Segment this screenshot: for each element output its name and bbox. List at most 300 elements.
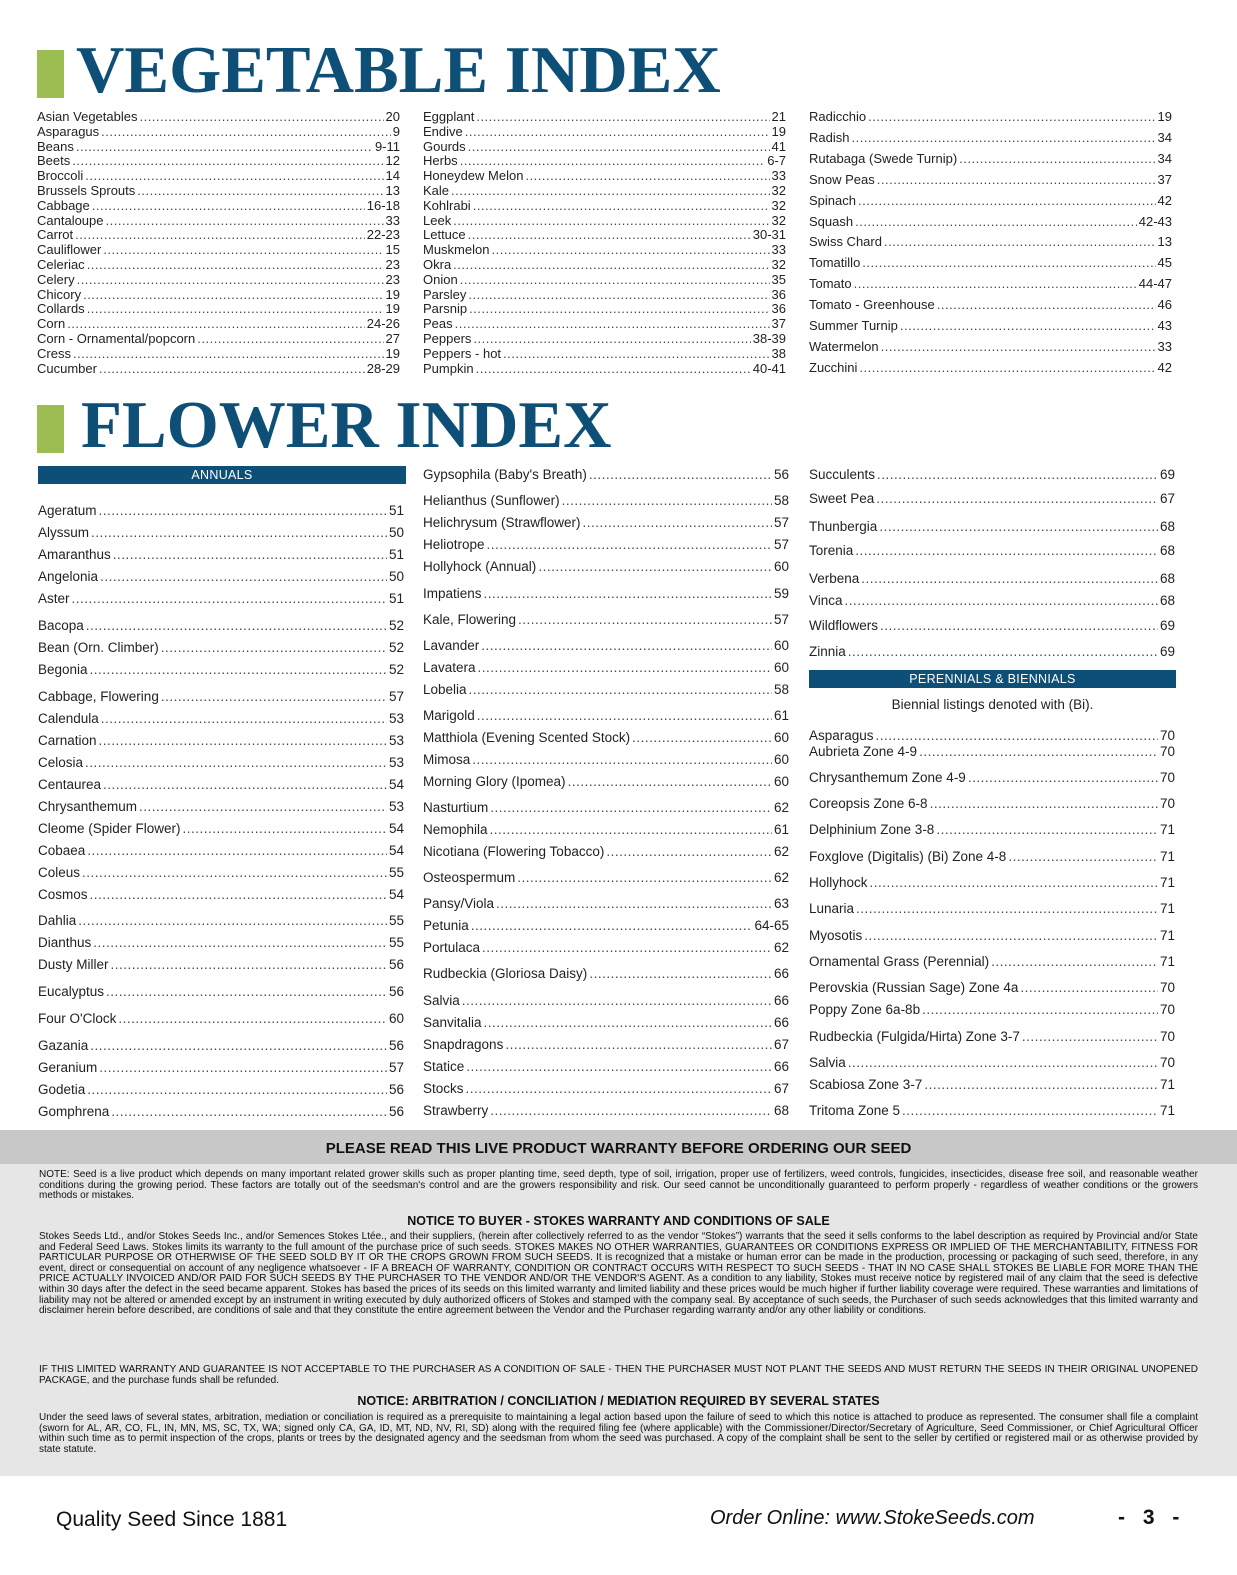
- warranty-section: [0, 1130, 1237, 1476]
- entry-page: 58: [773, 682, 789, 697]
- dot-leader: [851, 130, 1155, 145]
- entry-name: Spinach: [809, 193, 856, 208]
- index-entry: [809, 1077, 1175, 1092]
- entry-name: Cleome (Spider Flower): [38, 821, 181, 836]
- dot-leader: [879, 519, 1158, 534]
- entry-page: 70: [1159, 1002, 1175, 1017]
- dot-leader: [90, 887, 387, 902]
- entry-name: Lavatera: [423, 660, 476, 675]
- entry-name: Watermelon: [809, 339, 879, 354]
- entry-name: Corn: [37, 316, 66, 331]
- entry-page: 69: [1159, 467, 1175, 482]
- dot-leader: [465, 124, 770, 139]
- dot-leader: [87, 257, 384, 272]
- entry-name: Collards: [37, 301, 85, 316]
- dot-leader: [606, 844, 772, 859]
- dot-leader: [67, 316, 365, 331]
- entry-page: 54: [388, 777, 404, 792]
- entry-page: 62: [773, 800, 789, 815]
- index-entry: [37, 109, 400, 124]
- index-entry: [38, 591, 404, 606]
- entry-name: Okra: [423, 257, 452, 272]
- entry-page: 56: [388, 984, 404, 999]
- dot-leader: [877, 172, 1156, 187]
- entry-name: Cress: [37, 346, 71, 361]
- index-entry: [423, 257, 786, 272]
- entry-page: 19: [771, 124, 786, 139]
- index-entry: [809, 109, 1172, 124]
- entry-name: Kale: [423, 183, 450, 198]
- dot-leader: [490, 800, 772, 815]
- entry-page: 23: [385, 257, 400, 272]
- entry-page: 37: [1157, 172, 1172, 187]
- entry-page: 57: [388, 689, 404, 704]
- dot-leader: [469, 301, 769, 316]
- entry-name: Summer Turnip: [809, 318, 898, 333]
- index-entry: [37, 361, 400, 376]
- accent-bar: [37, 405, 64, 453]
- entry-page: 60: [773, 752, 789, 767]
- dot-leader: [101, 711, 387, 726]
- dot-leader: [72, 153, 383, 168]
- entry-page: 38: [771, 346, 786, 361]
- entry-page: 51: [388, 503, 404, 518]
- entry-page: 34: [1157, 151, 1172, 166]
- index-entry: [809, 360, 1172, 375]
- dot-leader: [87, 1082, 387, 1097]
- dot-leader: [859, 360, 1155, 375]
- entry-page: 67: [773, 1037, 789, 1052]
- index-entry: [37, 124, 400, 139]
- entry-page: 60: [773, 730, 789, 745]
- dot-leader: [583, 515, 772, 530]
- entry-page: 61: [773, 708, 789, 723]
- index-entry: [809, 297, 1172, 312]
- index-entry: [38, 935, 404, 950]
- dot-leader: [877, 467, 1158, 482]
- entry-name: Helichrysum (Strawflower): [423, 515, 581, 530]
- index-entry: [809, 980, 1175, 995]
- index-entry: [423, 708, 789, 723]
- entry-page: 68: [1159, 543, 1175, 558]
- entry-page: 19: [385, 287, 400, 302]
- dot-leader: [460, 153, 766, 168]
- entry-page: 36: [771, 287, 786, 302]
- index-entry: [423, 1015, 789, 1030]
- index-entry: [809, 255, 1172, 270]
- dot-leader: [930, 796, 1158, 811]
- entry-name: Squash: [809, 214, 854, 229]
- entry-page: 57: [773, 612, 789, 627]
- entry-page: 44-47: [1138, 276, 1172, 291]
- entry-page: 71: [1159, 822, 1175, 837]
- entry-page: 43: [1157, 318, 1172, 333]
- dot-leader: [900, 318, 1156, 333]
- entry-page: 21: [771, 109, 786, 124]
- entry-page: 32: [771, 257, 786, 272]
- index-entry: [37, 213, 400, 228]
- entry-page: 32: [771, 213, 786, 228]
- index-entry: [423, 638, 789, 653]
- dot-leader: [99, 503, 387, 518]
- entry-page: 60: [388, 1011, 404, 1026]
- index-entry: [38, 821, 404, 836]
- index-entry: [423, 660, 789, 675]
- dot-leader: [468, 287, 769, 302]
- entry-page: 70: [1159, 980, 1175, 995]
- index-entry: [423, 139, 786, 154]
- index-entry: [809, 491, 1175, 506]
- entry-page: 64-65: [754, 918, 789, 933]
- dot-leader: [462, 993, 772, 1008]
- dot-leader: [481, 638, 772, 653]
- perennials-header: PERENNIALS & BIENNIALS: [809, 670, 1176, 688]
- annuals-header: ANNUALS: [38, 466, 406, 484]
- entry-name: Gazania: [38, 1038, 89, 1053]
- dot-leader: [880, 618, 1158, 633]
- dot-leader: [589, 966, 772, 981]
- dot-leader: [111, 957, 387, 972]
- entry-page: 68: [1159, 593, 1175, 608]
- entry-name: Matthiola (Evening Scented Stock): [423, 730, 631, 745]
- index-entry: [37, 316, 400, 331]
- dot-leader: [197, 331, 383, 346]
- entry-name: Zinnia: [809, 644, 846, 659]
- entry-name: Parsley: [423, 287, 467, 302]
- index-entry: [809, 1002, 1175, 1017]
- entry-name: Rudbeckia (Fulgida/Hirta) Zone 3-7: [809, 1029, 1020, 1044]
- entry-name: Broccoli: [37, 168, 84, 183]
- entry-page: 53: [388, 755, 404, 770]
- entry-name: Gypsophila (Baby's Breath): [423, 467, 587, 482]
- entry-name: Chrysanthemum: [38, 799, 138, 814]
- footer-tagline: Quality Seed Since 1881: [56, 1508, 288, 1531]
- index-entry: [37, 242, 400, 257]
- entry-page: 61: [773, 822, 789, 837]
- index-entry: [423, 682, 789, 697]
- entry-name: Aster: [38, 591, 70, 606]
- dot-leader: [858, 193, 1156, 208]
- index-entry: [38, 1011, 404, 1026]
- dot-leader: [478, 660, 772, 675]
- entry-page: 55: [388, 913, 404, 928]
- dot-leader: [562, 493, 772, 508]
- index-entry: [809, 901, 1175, 916]
- entry-page: 68: [1159, 571, 1175, 586]
- index-entry: [423, 467, 789, 482]
- entry-page: 41: [771, 139, 786, 154]
- index-entry: [423, 612, 789, 627]
- warranty-title: PLEASE READ THIS LIVE PRODUCT WARRANTY BEFORE ORDERING OUR SEED: [0, 1130, 1237, 1164]
- index-entry: [38, 1038, 404, 1053]
- dot-leader: [496, 896, 772, 911]
- dot-leader: [100, 569, 387, 584]
- entry-page: 15: [385, 242, 400, 257]
- entry-name: Statice: [423, 1059, 465, 1074]
- index-entry: [423, 1103, 789, 1118]
- index-entry: [423, 822, 789, 837]
- dot-leader: [937, 297, 1156, 312]
- entry-name: Heliotrope: [423, 537, 485, 552]
- index-entry: [37, 331, 400, 346]
- dot-leader: [101, 124, 391, 139]
- index-entry: [37, 227, 400, 242]
- entry-page: 54: [388, 887, 404, 902]
- notice-to-buyer-text: Stokes Seeds Ltd., and/or Stokes Seeds Inc., and/or Semences Stokes Ltée., and their suppliers, (herein after collectively referred to as the vendor “Stokes”) warrants that the seed it sells conforms to the label description as required by Provincial and/or State and Federal Seed Laws. Stokes limits its warranty to the full amount of the purchase price of such seeds. STOKES MAKES NO OTHER WARRANTIES, GUARANTEES OR CONDITIONS EXPRESS OR IMPLIED OF THE MERCHANTABILITY, FITNESS FOR PARTICULAR PURPOSE OR OTHERWISE OF THE SEED SOLD BY IT OR THE CROPS GROWN FROM SUCH SEEDS. It is recognized that a mistake or human error can be made in the production, processing or packaging of such seed, therefore, in any event, direct or consequential on account of any negligence whatsoever - IF A BREACH OF WARRANTY, CONDITION OR CONTRACT OCCURS WITH RESPECT TO SUCH SEEDS - THAT IN NO CASE SHALL STOKES BE LIABLE FOR MORE THAN THE PRICE ACTUALLY INVOICED AND/OR PAID FOR SUCH SEEDS BY THE PURCHASER TO THE VENDOR AND/OR THE VENDOR'S AGENT. As a condition to any liability, Stokes must receive notice by registered mail of any claim that the seed is defective within 30 days after the defect in the seed became apparent. Stokes has based the prices of its seeds on this limited warranty and limited liability and these prices would be much higher if further liability coverage were required. These warranties and limitations of liability may not be altered or amended except by an instrument in writing executed by duly authorized officers of Stokes and stamped with the company seal. By acceptance of such seeds, the Purchaser of such seeds acknowledges that this limited warranty and disclaimer herein before described, are conditions of sale and that they constitute the entire agreement between the Vendor and the Purchaser regarding warranty and/or any other liability or conditions.: [39, 1231, 1198, 1317]
- dot-leader: [1020, 980, 1158, 995]
- dot-leader: [451, 183, 770, 198]
- entry-page: 62: [773, 844, 789, 859]
- entry-name: Delphinium Zone 3-8: [809, 822, 935, 837]
- entry-name: Myosotis: [809, 928, 863, 943]
- accent-bar: [37, 50, 64, 98]
- entry-page: 16-18: [366, 198, 400, 213]
- entry-name: Snow Peas: [809, 172, 875, 187]
- entry-page: 67: [773, 1081, 789, 1096]
- entry-page: 19: [1157, 109, 1172, 124]
- dot-leader: [884, 234, 1156, 249]
- entry-page: 51: [388, 591, 404, 606]
- index-entry: [423, 361, 786, 376]
- dot-leader: [466, 1081, 772, 1096]
- dot-leader: [855, 543, 1158, 558]
- dot-leader: [848, 1055, 1158, 1070]
- entry-name: Tomatillo: [809, 255, 861, 270]
- index-entry: [809, 822, 1175, 837]
- entry-name: Celeriac: [37, 257, 85, 272]
- entry-name: Dusty Miller: [38, 957, 109, 972]
- dot-leader: [632, 730, 772, 745]
- index-entry: [809, 849, 1175, 864]
- index-entry: [809, 467, 1175, 482]
- dot-leader: [902, 1103, 1158, 1118]
- refund-condition-text: IF THIS LIMITED WARRANTY AND GUARANTEE IS NOT ACCEPTABLE TO THE PURCHASER AS A CONDITION OF SALE - THEN THE PURCHASER MUST NOT PLANT THE SEEDS AND MUST RETURN THE SEEDS IN THEIR ORIGINAL UNOPENED PACKAGE, and the purchase funds shall be refunded.: [39, 1364, 1198, 1386]
- dot-leader: [99, 733, 387, 748]
- entry-name: Asparagus: [809, 728, 874, 743]
- index-entry: [423, 1059, 789, 1074]
- entry-page: 53: [388, 733, 404, 748]
- index-entry: [809, 928, 1175, 943]
- entry-name: Tomato: [809, 276, 852, 291]
- warranty-note: NOTE: Seed is a live product which depends on many important related grower skills such as proper planting time, seed depth, type of soil, irrigation, proper use of fertilizers, weed controls, fungicides, insecticides, disease free soil, and reasonable weather conditions during the growing period. These factors are totally out of the seedsman's control and are the growers responsibility and risk. Our seed cannot be unconditionally guaranteed to perform properly - regardless of weather conditions or the growers methods or mistakes.: [39, 1169, 1198, 1202]
- flower-index-title: FLOWER INDEX: [81, 388, 612, 462]
- index-entry: [423, 346, 786, 361]
- entry-name: Cauliflower: [37, 242, 102, 257]
- entry-name: Leek: [423, 213, 452, 228]
- index-entry: [423, 493, 789, 508]
- entry-name: Peppers: [423, 331, 472, 346]
- index-entry: [38, 662, 404, 677]
- entry-name: Cantaloupe: [37, 213, 104, 228]
- dot-leader: [99, 361, 365, 376]
- index-entry: [38, 569, 404, 584]
- entry-name: Brussels Sprouts: [37, 183, 136, 198]
- entry-page: 66: [773, 966, 789, 981]
- entry-page: 70: [1159, 796, 1175, 811]
- entry-name: Succulents: [809, 467, 876, 482]
- entry-name: Bacopa: [38, 618, 84, 633]
- entry-name: Kohlrabi: [423, 198, 471, 213]
- index-entry: [809, 234, 1172, 249]
- dot-leader: [473, 331, 750, 346]
- entry-page: 71: [1159, 928, 1175, 943]
- dot-leader: [870, 875, 1158, 890]
- dot-leader: [922, 1002, 1158, 1017]
- entry-page: 20: [385, 109, 400, 124]
- dot-leader: [453, 213, 769, 228]
- dot-leader: [90, 1038, 387, 1053]
- entry-name: Nasturtium: [423, 800, 489, 815]
- entry-name: Lavander: [423, 638, 480, 653]
- entry-page: 67: [1159, 491, 1175, 506]
- entry-page: 57: [773, 515, 789, 530]
- entry-name: Wildflowers: [809, 618, 879, 633]
- entry-name: Geranium: [38, 1060, 98, 1075]
- index-entry: [423, 183, 786, 198]
- entry-name: Endive: [423, 124, 463, 139]
- index-entry: [38, 984, 404, 999]
- entry-name: Poppy Zone 6a-8b: [809, 1002, 921, 1017]
- index-entry: [423, 559, 789, 574]
- dot-leader: [106, 984, 387, 999]
- entry-name: Tritoma Zone 5: [809, 1103, 901, 1118]
- dot-leader: [73, 346, 384, 361]
- index-entry: [38, 755, 404, 770]
- index-entry: [423, 896, 789, 911]
- entry-name: Ageratum: [38, 503, 97, 518]
- entry-page: 53: [388, 799, 404, 814]
- index-entry: [38, 525, 404, 540]
- entry-page: 33: [385, 213, 400, 228]
- index-entry: [38, 1082, 404, 1097]
- index-entry: [423, 870, 789, 885]
- entry-name: Asian Vegetables: [37, 109, 138, 124]
- entry-page: 62: [773, 940, 789, 955]
- entry-page: 69: [1159, 644, 1175, 659]
- dot-leader: [90, 662, 387, 677]
- entry-name: Salvia: [809, 1055, 846, 1070]
- entry-page: 62: [773, 870, 789, 885]
- index-entry: [423, 272, 786, 287]
- entry-name: Onion: [423, 272, 458, 287]
- entry-page: 52: [388, 640, 404, 655]
- entry-page: 14: [385, 168, 400, 183]
- entry-page: 42: [1157, 193, 1172, 208]
- entry-page: 59: [773, 586, 789, 601]
- entry-name: Scabiosa Zone 3-7: [809, 1077, 923, 1092]
- index-entry: [38, 733, 404, 748]
- dot-leader: [118, 1011, 387, 1026]
- index-entry: [423, 331, 786, 346]
- index-entry: [37, 198, 400, 213]
- index-entry: [809, 519, 1175, 534]
- dot-leader: [93, 935, 387, 950]
- entry-page: 56: [388, 1038, 404, 1053]
- entry-name: Rutabaga (Swede Turnip): [809, 151, 958, 166]
- entry-name: Cabbage: [37, 198, 90, 213]
- entry-name: Begonia: [38, 662, 88, 677]
- index-entry: [38, 887, 404, 902]
- biennial-note: Biennial listings denoted with (Bi).: [891, 697, 1094, 712]
- entry-page: 70: [1159, 1029, 1175, 1044]
- entry-page: 55: [388, 865, 404, 880]
- index-entry: [37, 139, 400, 154]
- entry-name: Cucumber: [37, 361, 97, 376]
- dot-leader: [99, 1060, 387, 1075]
- entry-page: 71: [1159, 1077, 1175, 1092]
- vegetable-index-title: VEGETABLE INDEX: [76, 33, 721, 107]
- dot-leader: [864, 928, 1158, 943]
- entry-name: Herbs: [423, 153, 458, 168]
- dot-leader: [85, 755, 387, 770]
- index-entry: [38, 711, 404, 726]
- entry-name: Calendula: [38, 711, 99, 726]
- index-entry: [423, 918, 789, 933]
- entry-page: 70: [1159, 744, 1175, 759]
- entry-page: 35: [771, 272, 786, 287]
- dot-leader: [469, 682, 772, 697]
- dot-leader: [1022, 1029, 1158, 1044]
- entry-page: 9-11: [374, 139, 400, 154]
- entry-page: 53: [388, 711, 404, 726]
- entry-page: 19: [385, 301, 400, 316]
- dot-leader: [503, 346, 769, 361]
- dot-leader: [472, 752, 772, 767]
- entry-name: Pansy/Viola: [423, 896, 495, 911]
- entry-name: Strawberry: [423, 1103, 489, 1118]
- entry-name: Helianthus (Sunflower): [423, 493, 560, 508]
- entry-page: 33: [1157, 339, 1172, 354]
- entry-name: Gomphrena: [38, 1104, 110, 1119]
- dot-leader: [85, 168, 383, 183]
- entry-page: 9: [392, 124, 400, 139]
- entry-page: 33: [771, 242, 786, 257]
- dot-leader: [861, 571, 1158, 586]
- dot-leader: [103, 242, 383, 257]
- dot-leader: [476, 109, 769, 124]
- index-entry: [38, 865, 404, 880]
- entry-name: Chicory: [37, 287, 82, 302]
- index-entry: [38, 799, 404, 814]
- index-entry: [38, 957, 404, 972]
- dot-leader: [83, 287, 383, 302]
- entry-name: Foxglove (Digitalis) (Bi) Zone 4-8: [809, 849, 1007, 864]
- dot-leader: [919, 744, 1158, 759]
- dot-leader: [476, 361, 751, 376]
- entry-name: Parsnip: [423, 301, 468, 316]
- dot-leader: [87, 843, 387, 858]
- entry-page: 70: [1159, 1055, 1175, 1070]
- entry-name: Four O'Clock: [38, 1011, 117, 1026]
- index-entry: [37, 301, 400, 316]
- index-entry: [37, 272, 400, 287]
- dot-leader: [139, 109, 383, 124]
- index-entry: [423, 242, 786, 257]
- entry-page: 54: [388, 821, 404, 836]
- entry-page: 66: [773, 1015, 789, 1030]
- index-entry: [38, 913, 404, 928]
- index-entry: [809, 339, 1172, 354]
- entry-page: 63: [773, 896, 789, 911]
- index-entry: [423, 993, 789, 1008]
- entry-name: Lettuce: [423, 227, 466, 242]
- dot-leader: [86, 618, 387, 633]
- index-entry: [423, 213, 786, 228]
- index-entry: [809, 618, 1175, 633]
- entry-page: 32: [771, 198, 786, 213]
- entry-page: 71: [1159, 1103, 1175, 1118]
- entry-page: 71: [1159, 954, 1175, 969]
